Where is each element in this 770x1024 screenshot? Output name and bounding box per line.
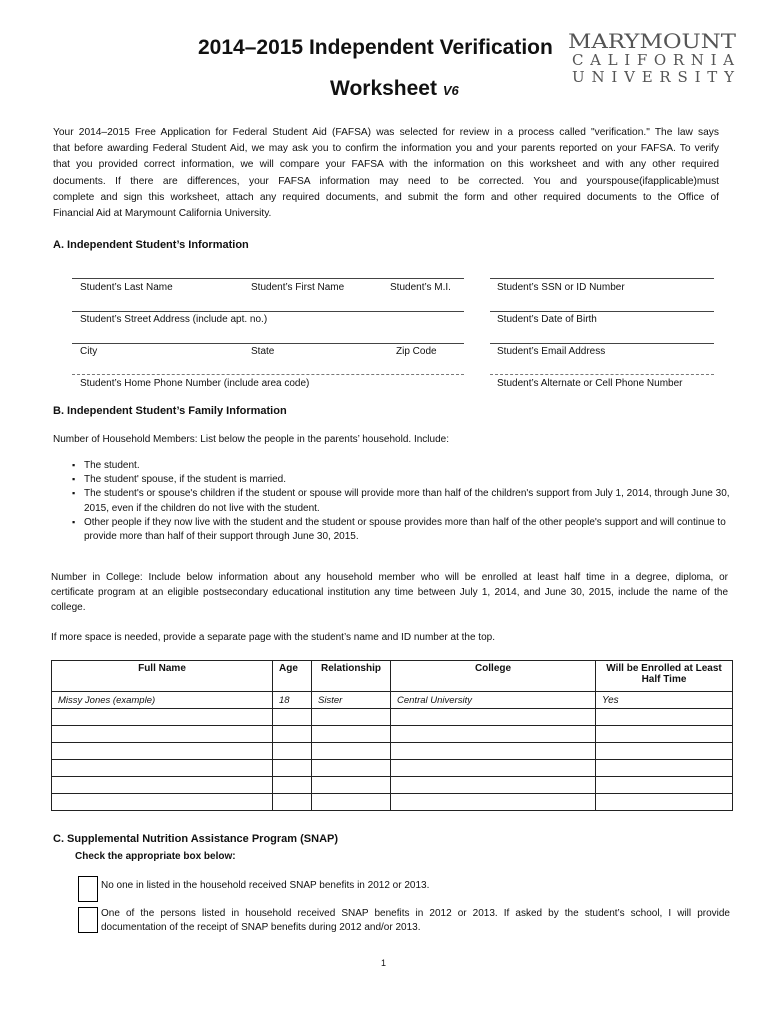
table-row[interactable] <box>52 777 733 794</box>
section-c-subheading: Check the appropriate box below: <box>75 851 236 862</box>
cell-college: Central University <box>391 692 596 709</box>
field-line-home-phone[interactable] <box>72 374 464 375</box>
label-dob: Student’s Date of Birth <box>497 314 597 325</box>
cell-relationship: Sister <box>312 692 391 709</box>
intro-line: Financial Aid at Marymount California University. <box>53 208 272 220</box>
col-college: College <box>391 661 596 692</box>
page-title: 2014–2015 Independent Verification <box>198 36 553 59</box>
svg-text:UNIVERSITY: UNIVERSITY <box>572 68 734 85</box>
intro-line: Your 2014–2015 Free Application for Federal Student Aid (FAFSA) was selected for review in a process called "verification." The law says <box>53 127 719 138</box>
intro-line: that you provided correct information, we will compare your FAFSA with the information on this worksheet and with any other required <box>53 159 719 171</box>
page-number: 1 <box>381 958 387 968</box>
college-paragraph <box>51 570 728 615</box>
field-line-city[interactable] <box>72 343 464 344</box>
col-age: Age <box>273 661 312 692</box>
table-row[interactable] <box>52 760 733 777</box>
table-row[interactable] <box>52 709 733 726</box>
field-line-name[interactable] <box>72 278 464 279</box>
snap-received-checkbox[interactable] <box>78 907 98 933</box>
field-line-dob[interactable] <box>490 311 714 312</box>
label-alt-phone: Student’s Alternate or Cell Phone Number <box>497 378 683 389</box>
label-city: City <box>80 346 98 357</box>
field-line-ssn[interactable] <box>490 278 714 279</box>
household-bullet-list <box>72 459 732 544</box>
label-last-name: Student’s Last Name <box>80 282 173 293</box>
field-line-alt-phone[interactable] <box>490 374 714 375</box>
college-line: Number in College: Include below information about any household member who will be enrolled at least half time in a degree, diploma, or <box>51 572 728 583</box>
list-item: ▪ Other people if they now live with the student and the student or spouse provides more than half of the other people's support and will continue to provide more than half of their support through June 30, 2015. <box>72 516 732 544</box>
col-relationship: Relationship <box>312 661 391 692</box>
more-space-note: If more space is needed, provide a separate page with the student’s name and ID number at the top. <box>51 632 495 643</box>
list-item: ▪ The student' spouse, if the student is married. <box>72 473 732 487</box>
snap-received-line: One of the persons listed in household received SNAP benefits in 2012 or 2013. If asked by the student’s school, I will provide <box>101 908 730 919</box>
label-street: Student’s Street Address (include apt. no.) <box>80 314 268 325</box>
col-enrolled: Will be Enrolled at Least Half Time <box>596 661 733 692</box>
university-logo <box>568 29 738 85</box>
label-email: Student’s Email Address <box>497 346 606 357</box>
section-a-heading: A. Independent Student’s Information <box>53 239 249 251</box>
snap-none-checkbox[interactable] <box>78 876 98 902</box>
logo-svg <box>568 29 738 85</box>
version-label: V6 <box>442 83 459 98</box>
table-row-example <box>52 692 733 709</box>
col-full-name: Full Name <box>52 661 273 692</box>
intro-line: documents. If there are differences, your FAFSA information may need to be corrected. You and yourspouse(ifapplicable)must <box>53 175 719 187</box>
svg-text:CALIFORNIA: CALIFORNIA <box>572 51 734 69</box>
label-ssn: Student’s SSN or ID Number <box>497 282 625 293</box>
title-worksheet: Worksheet <box>330 77 437 100</box>
label-home-phone: Student’s Home Phone Number (include area code) <box>80 378 310 389</box>
cell-enrolled: Yes <box>596 692 733 709</box>
snap-none-label: No one in listed in the household received SNAP benefits in 2012 or 2013. <box>101 880 430 891</box>
intro-paragraph <box>53 125 719 222</box>
college-line: certificate program at an eligible postsecondary educational institution any time between July 1, 2014, and June 30, 2015, include the name of the <box>51 587 728 598</box>
table-row[interactable] <box>52 743 733 760</box>
field-line-email[interactable] <box>490 343 714 344</box>
intro-line: complete and sign this worksheet, attach any required documents, and submit the form and other required documents to the Office of <box>53 191 719 203</box>
intro-line: that before awarding Federal Student Aid, we may ask you to confirm the information you and your parents reported on your FAFSA. To verify <box>53 143 719 155</box>
page-title-line2 <box>330 77 459 101</box>
list-item: ▪ The student. <box>72 459 732 473</box>
cell-name: Missy Jones (example) <box>52 692 273 709</box>
label-mi: Student’s M.I. <box>390 282 451 293</box>
section-b-heading: B. Independent Student’s Family Information <box>53 405 287 417</box>
college-line: college. <box>51 602 86 613</box>
snap-received-line: documentation of the receipt of SNAP benefits during 2012 and/or 2013. <box>101 922 421 933</box>
household-table <box>51 660 733 811</box>
snap-received-label <box>101 907 730 935</box>
table-row[interactable] <box>52 794 733 811</box>
table-row[interactable] <box>52 726 733 743</box>
label-state: State <box>251 346 275 357</box>
table-header-row <box>52 661 733 692</box>
household-intro: Number of Household Members: List below the people in the parents’ household. Include: <box>53 434 449 445</box>
list-item: ▪ The student's or spouse's children if the student or spouse will provide more than half of the children's support from July 1, 2014, through June 30, 2015, even if the children do not live with the student. <box>72 487 732 515</box>
svg-text:MARYMOUNT: MARYMOUNT <box>568 29 737 53</box>
section-c-heading: C. Supplemental Nutrition Assistance Program (SNAP) <box>53 833 339 845</box>
cell-age: 18 <box>273 692 312 709</box>
field-line-street[interactable] <box>72 311 464 312</box>
label-zip: Zip Code <box>396 346 437 357</box>
label-first-name: Student’s First Name <box>251 282 345 293</box>
